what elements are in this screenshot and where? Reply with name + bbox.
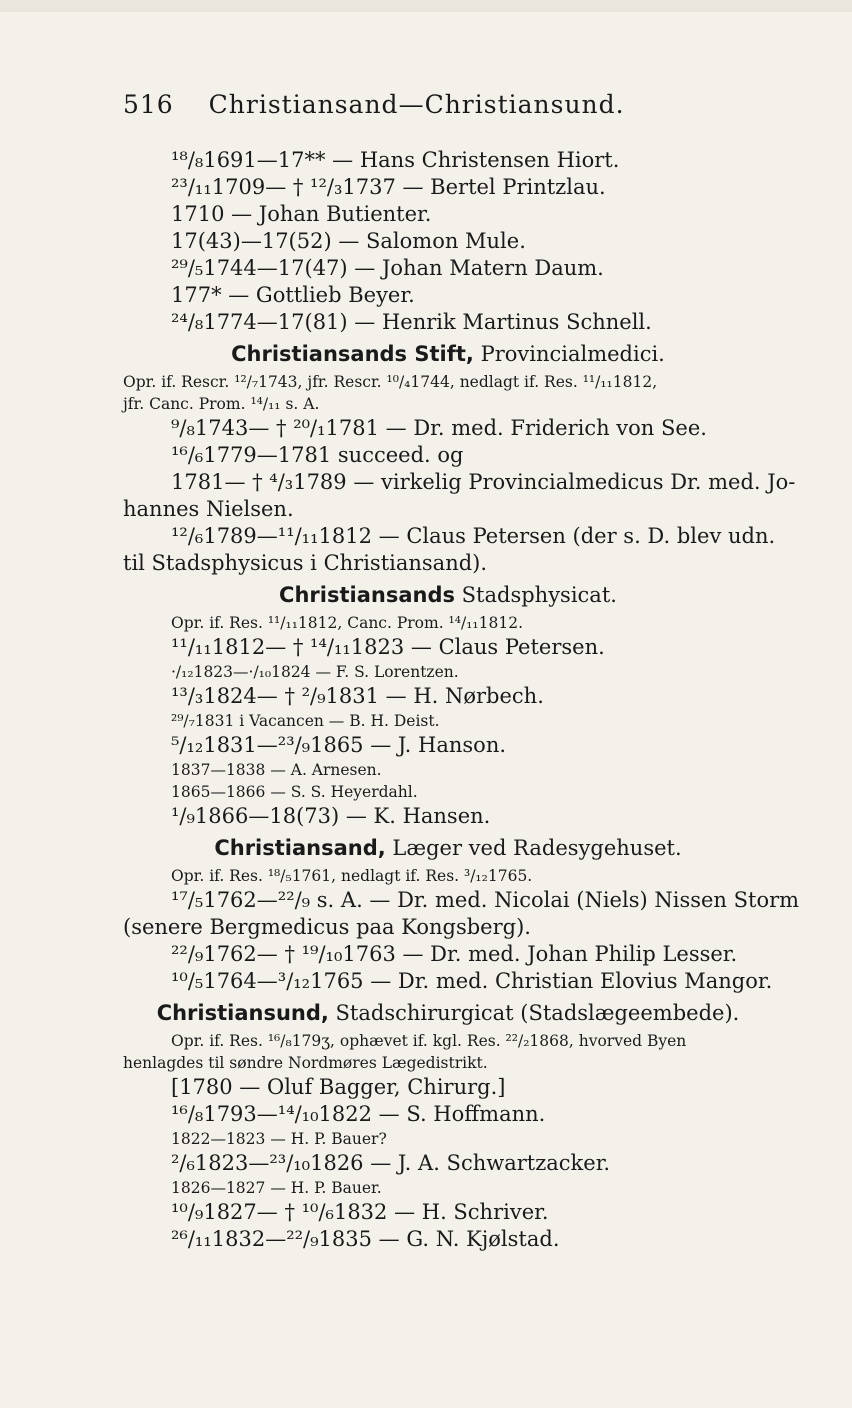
section-heading-place: Christiansands (279, 583, 455, 607)
section-heading-title: Læger ved Radesygehuset. (385, 836, 682, 860)
page-header (123, 90, 763, 119)
entry: ⁹/₈1743— † ²⁰/₁1781 — Dr. med. Friderich von See. (171, 416, 707, 440)
section-heading (123, 339, 773, 369)
entry: ²⁹/₅1744—17(47) — Johan Matern Daum. (171, 256, 604, 280)
entry: ⁵/₁₂1831—²³/₉1865 — J. Hanson. (171, 733, 507, 757)
entry-continuation: (senere Bergmedicus paa Kongsberg). (123, 915, 531, 939)
running-title: Christiansand—Christiansund. (208, 90, 625, 119)
entry: ¹⁰/₅1764—³/₁₂1765 — Dr. med. Christian Elovius Mangor. (171, 969, 773, 993)
entry: 1826—1827 — H. P. Bauer. (171, 1179, 382, 1197)
entry: ·/₁₂1823—·/₁₀1824 — F. S. Lorentzen. (171, 663, 459, 681)
entry: ¹¹/₁₁1812— † ¹⁴/₁₁1823 — Claus Petersen. (171, 635, 605, 659)
establishment-note: Opr. if. Res. ¹¹/₁₁1812, Canc. Prom. ¹⁴/₁₁1812. (171, 614, 524, 632)
entry: 1822—1823 — H. P. Bauer? (171, 1130, 387, 1148)
entry: ²⁹/₇1831 i Vacancen — B. H. Deist. (171, 712, 440, 730)
establishment-note: Opr. if. Rescr. ¹²/₇1743, jfr. Rescr. ¹⁰/₄1744, nedlagt if. Res. ¹¹/₁₁1812, (123, 373, 658, 391)
establishment-note: Opr. if. Res. ¹⁸/₅1761, nedlagt if. Res. ³/₁₂1765. (171, 867, 533, 885)
section-heading-place: Christiansand, (214, 836, 386, 860)
entry: 177* — Gottlieb Beyer. (171, 283, 415, 307)
establishment-note: jfr. Canc. Prom. ¹⁴/₁₁ s. A. (123, 395, 320, 413)
section-heading-title: Provincialmedici. (473, 342, 665, 366)
entry: ¹⁶/₈1793—¹⁴/₁₀1822 — S. Hoffmann. (171, 1102, 546, 1126)
section-heading (123, 998, 773, 1028)
entry: ²⁴/₈1774—17(81) — Henrik Martinus Schnell. (171, 310, 652, 334)
entry: ¹³/₃1824— † ²/₉1831 — H. Nørbech. (171, 684, 544, 708)
entry: 17(43)—17(52) — Salomon Mule. (171, 229, 526, 253)
section-heading-title: Stadsphysicat. (454, 583, 617, 607)
establishment-note: Opr. if. Res. ¹⁶/₈179ʒ, ophævet if. kgl. Res. ²²/₂1868, hvorved Byen (171, 1032, 687, 1050)
section-heading-place: Christiansund, (156, 1001, 329, 1025)
entry-continuation: hannes Nielsen. (123, 497, 294, 521)
entry: ²/₆1823—²³/₁₀1826 — J. A. Schwartzacker. (171, 1151, 611, 1175)
establishment-note: henlagdes til søndre Nordmøres Lægedistrikt. (123, 1054, 488, 1072)
entry: ¹⁰/₉1827— † ¹⁰/₆1832 — H. Schriver. (171, 1200, 549, 1224)
entry: 1781— † ⁴/₃1789 — virkelig Provincialmedicus Dr. med. Jo- (171, 470, 796, 494)
section-heading-title: Stadschirurgicat (Stadslægeembede). (328, 1001, 740, 1025)
entry: ¹⁶/₆1779—1781 succeed. og (171, 443, 464, 467)
section-heading (123, 833, 773, 863)
entry-continuation: til Stadsphysicus i Christiansand). (123, 551, 488, 575)
entry: 1837—1838 — A. Arnesen. (171, 761, 382, 779)
entry-list (123, 147, 773, 336)
page-number: 516 (123, 90, 174, 119)
entry: ¹⁷/₅1762—²²/₉ s. A. — Dr. med. Nicolai (Niels) Nissen Storm (171, 888, 800, 912)
entry: ¹/₉1866—18(73) — K. Hansen. (171, 804, 491, 828)
entry: ²⁶/₁₁1832—²²/₉1835 — G. N. Kjølstad. (171, 1227, 560, 1251)
page-body (123, 147, 800, 1253)
page-top-edge (0, 0, 852, 12)
entry: ²³/₁₁1709— † ¹²/₃1737 — Bertel Printzlau. (171, 175, 606, 199)
entry: [1780 — Oluf Bagger, Chirurg.] (171, 1075, 506, 1099)
section-heading-place: Christiansands Stift, (231, 342, 474, 366)
entry: 1865—1866 — S. S. Heyerdahl. (171, 783, 418, 801)
entry: ¹²/₆1789—¹¹/₁₁1812 — Claus Petersen (der s. D. blev udn. (171, 524, 776, 548)
entry: 1710 — Johan Butienter. (171, 202, 432, 226)
entry: ²²/₉1762— † ¹⁹/₁₀1763 — Dr. med. Johan Philip Lesser. (171, 942, 738, 966)
section-heading (123, 580, 773, 610)
entry: ¹⁸/₈1691—17** — Hans Christensen Hiort. (171, 148, 620, 172)
